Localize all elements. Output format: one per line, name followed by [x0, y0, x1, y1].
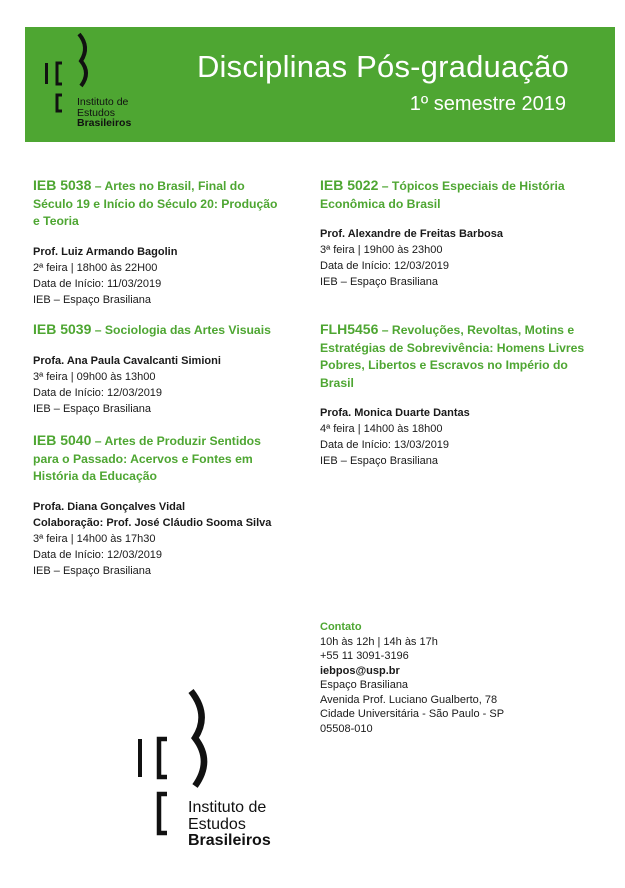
- course-name: – Artes de Produzir Sentidos para o Passado: Acervos e Fontes em História da Educação: [33, 434, 261, 483]
- course-location: IEB – Espaço Brasiliana: [320, 276, 439, 288]
- course-location: IEB – Espaço Brasiliana: [33, 293, 152, 306]
- page-subtitle: 1º semestre 2019: [409, 93, 566, 115]
- course-ieb5040: [33, 432, 288, 579]
- course-start-date: Data de Início: 11/03/2019: [33, 277, 162, 290]
- contact-block: [320, 620, 504, 736]
- course-ieb5038: [33, 177, 283, 308]
- course-schedule: 3ª feira | 19h00 às 23h00: [320, 244, 443, 256]
- course-title: [33, 432, 288, 486]
- course-code: IEB 5040: [33, 432, 92, 448]
- footer-logo-line-3: Brasileiros: [188, 832, 271, 849]
- course-start-date: Data de Início: 12/03/2019: [33, 548, 163, 561]
- course-name: – Tópicos Especiais de História Econômica do Brasil: [320, 179, 565, 211]
- course-code: IEB 5022: [320, 177, 379, 193]
- course-title: [33, 177, 283, 231]
- course-ieb5022: [320, 177, 570, 290]
- page-title: Disciplinas Pós-graduação: [196, 49, 569, 84]
- course-professor: Prof. Luiz Armando Bagolin: [33, 245, 178, 258]
- course-professor: Prof. Alexandre de Freitas Barbosa: [320, 228, 503, 240]
- header-logo-text: [77, 97, 131, 129]
- course-title: [320, 177, 570, 213]
- course-start-date: Data de Início: 12/03/2019: [33, 386, 163, 399]
- contact-email-link[interactable]: iebpos@usp.br: [320, 664, 400, 677]
- course-schedule: 3ª feira | 09h00 às 13h00: [33, 370, 156, 383]
- course-ieb5039: [33, 321, 303, 417]
- course-professor: Profa. Monica Duarte Dantas: [320, 407, 470, 419]
- course-schedule: 3ª feira | 14h00 às 17h30: [33, 532, 156, 545]
- header-banner: [25, 27, 615, 142]
- course-location: IEB – Espaço Brasiliana: [33, 402, 152, 415]
- contact-hours: 10h às 12h | 14h às 17h: [320, 635, 438, 648]
- course-location: IEB – Espaço Brasiliana: [33, 564, 152, 577]
- course-code: FLH5456: [320, 321, 379, 337]
- course-schedule: 4ª feira | 14h00 às 18h00: [320, 423, 443, 435]
- contact-heading: Contato: [320, 621, 362, 633]
- logo-line-2: Estudos: [77, 106, 115, 119]
- contact-phone[interactable]: +55 11 3091-3196: [320, 650, 409, 662]
- course-professor: Profa. Diana Gonçalves Vidal: [33, 500, 186, 513]
- contact-address: Avenida Prof. Luciano Gualberto, 78: [320, 693, 498, 706]
- course-location: IEB – Espaço Brasiliana: [320, 455, 439, 467]
- course-start-date: Data de Início: 12/03/2019: [320, 260, 450, 272]
- contact-zip: 05508-010: [320, 722, 373, 735]
- course-name: – Artes no Brasil, Final do Século 19 e Início do Século 20: Produção e Teoria: [33, 179, 278, 228]
- course-title: [33, 321, 303, 340]
- course-name: – Sociologia das Artes Visuais: [94, 323, 271, 337]
- course-schedule: 2ª feira | 18h00 às 22H00: [33, 261, 158, 274]
- contact-place: Espaço Brasiliana: [320, 679, 409, 691]
- footer-logo-line-1: Instituto de: [188, 799, 267, 816]
- course-title: [320, 321, 585, 392]
- logo-line-3: Brasileiros: [77, 117, 132, 129]
- contact-city: Cidade Universitária - São Paulo - SP: [320, 708, 505, 720]
- course-name: – Revoluções, Revoltas, Motins e Estratégias de Sobrevivência: Homens Livres Pobres, Libertos e Escravos no Império do Brasil: [320, 323, 585, 390]
- course-flh5456: [320, 321, 585, 469]
- logo-line-1: Instituto de: [77, 96, 129, 108]
- course-start-date: Data de Início: 13/03/2019: [320, 439, 450, 451]
- course-professor: Profa. Ana Paula Cavalcanti Simioni: [33, 354, 221, 367]
- course-collaborator: Colaboração: Prof. José Cláudio Sooma Silva: [33, 516, 272, 529]
- footer-logo-line-2: Estudos: [188, 815, 246, 833]
- course-code: IEB 5039: [33, 321, 92, 337]
- footer-logo-text: [188, 800, 271, 850]
- course-code: IEB 5038: [33, 177, 92, 193]
